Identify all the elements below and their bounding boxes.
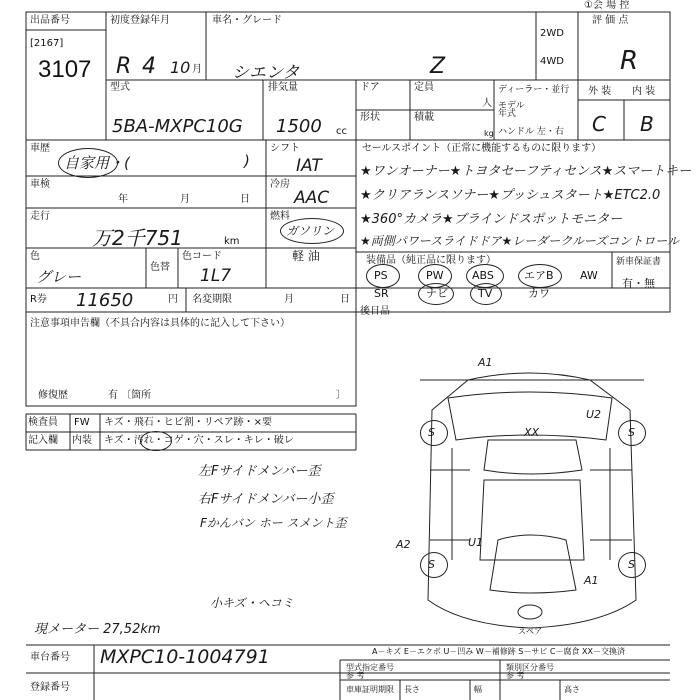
displacement-label: 排気量: [268, 82, 298, 93]
first-reg-unit: 月: [192, 64, 202, 75]
mark-u2: U2: [586, 408, 602, 421]
displacement-unit: cc: [336, 126, 347, 137]
equip-airbag: エアB: [524, 269, 554, 282]
sales-point-line: ★360°カメラ★ブラインドスポットモニター: [360, 212, 623, 227]
recycle-value: 11650: [76, 290, 134, 311]
type-cert-ref: 参 考: [346, 671, 365, 680]
chassis-label: 車台番号: [30, 652, 70, 663]
history-label: 車歴: [30, 143, 50, 154]
score-ext: C: [592, 112, 606, 136]
equip-circle-navi: [418, 283, 454, 305]
inspection-day: 日: [240, 194, 250, 205]
inspection-label: 車検: [30, 179, 50, 190]
lot-code: [2167]: [30, 38, 64, 49]
repair-label: 修復歴: [38, 390, 68, 401]
fuel-label: 燃料: [270, 211, 290, 222]
wheel-rl-icon: [420, 552, 448, 578]
history-circle-mark: [58, 148, 118, 178]
history-close: ): [244, 152, 250, 170]
chassis-value: MXPC10-1004791: [100, 646, 270, 668]
lot-number: 3107: [38, 56, 92, 83]
first-reg-era: R: [116, 54, 132, 79]
shape-label: 形状: [360, 112, 380, 123]
equip-ps: PS: [374, 269, 388, 282]
mileage-value: 万2千751: [92, 226, 183, 250]
venue-label: ①会 場 控: [584, 0, 630, 11]
category-label: 類別区分番号: [506, 663, 554, 672]
meter-note: 現メーター 27,52km: [34, 622, 161, 637]
mark-s: S: [628, 558, 635, 571]
cert-label: 車庫証明期限: [346, 685, 394, 694]
model-year-label: モデル: [498, 101, 525, 111]
model-value: 5BA-MXPC10G: [112, 116, 243, 137]
sales-point-line: ★クリアランスソナー★プッシュスタート★ETC2.0: [360, 188, 661, 203]
equip-aw: AW: [580, 269, 598, 282]
equip-circle-tv: [470, 283, 502, 305]
mark-s: S: [428, 426, 435, 439]
fw-items: キズ・飛石・ヒビ割・リペア跡・×要: [104, 417, 272, 428]
remark-line: 左Fサイドメンバー歪: [198, 464, 321, 479]
car-name-label: 車名・グレード: [212, 15, 282, 26]
equip-leather: カワ: [528, 287, 550, 300]
remark-line: 右Fサイドメンバー小歪: [198, 492, 334, 507]
score-value: R: [620, 46, 639, 76]
color-value: グレー: [36, 268, 82, 286]
capacity-label: 定員: [414, 82, 434, 93]
mark-xx: XX: [524, 426, 540, 439]
mileage-label: 走行: [30, 211, 50, 222]
mileage-unit: km: [224, 236, 240, 247]
interior-items: キズ・汚れ・コゲ・穴・スレ・キレ・破レ: [104, 435, 294, 446]
first-reg-label: 初度登録年月: [110, 15, 170, 26]
score-label: 評 価 点: [592, 15, 629, 26]
wheel-fr-icon: [618, 420, 646, 446]
displacement-value: 1500: [276, 116, 322, 137]
height-label: 高さ: [564, 685, 580, 694]
interior-label: 内装: [72, 435, 92, 446]
spare-label: スペア: [518, 627, 542, 636]
fuel-gas: ガソリン: [286, 224, 335, 238]
length-label: 長さ: [404, 685, 420, 694]
drive-4wd: 4WD: [540, 56, 564, 67]
remark-line: Fかんバン ホー スメント歪: [200, 516, 347, 530]
equip-circle-ps: [366, 264, 400, 288]
score-int-label: 内 装: [632, 86, 656, 97]
car-grade: Z: [430, 54, 446, 79]
shift-label: シフト: [270, 143, 300, 154]
equip-pw: PW: [426, 269, 444, 282]
wheel-fl-icon: [420, 420, 448, 446]
wheel-rr-icon: [618, 552, 646, 578]
ac-label: 冷房: [270, 179, 290, 190]
remark-line: 小キズ・ヘコミ: [210, 596, 294, 610]
recycle-label: R券: [30, 294, 47, 305]
sales-point-label: セールスポイント（正常に機能するものに限ります）: [362, 143, 602, 154]
mark-a1-bottom: A1: [584, 574, 599, 587]
inspection-year: 年: [118, 194, 128, 205]
handle-label: ハンドル 左・右: [498, 127, 564, 137]
car-name: シエンタ: [232, 63, 300, 83]
category-ref: 参 考: [506, 671, 525, 680]
name-change-label: 名変期限: [192, 294, 232, 305]
first-reg-month: 10: [170, 58, 191, 77]
model-label: 型式: [110, 82, 130, 93]
equip-navi: ナビ: [426, 287, 448, 300]
rear-seat-label: 後日品: [360, 306, 390, 317]
color-label: 色: [30, 251, 40, 262]
name-change-month: 月: [284, 294, 294, 305]
mark-s: S: [628, 426, 635, 439]
equip-tv: TV: [478, 287, 493, 300]
shift-value: IAT: [296, 156, 322, 176]
door-label: ドア: [360, 82, 380, 93]
mark-a2: A2: [396, 538, 411, 551]
fuel-diesel: 軽 油: [292, 249, 320, 263]
drive-2wd: 2WD: [540, 28, 564, 39]
fuel-circle-mark: [280, 218, 344, 244]
repair-value: 有 〔箇所: [108, 390, 152, 401]
legend: A－キズ E－エクボ U－凹み W－補修跡 S－サビ C－腐食 XX－交換済: [372, 647, 626, 656]
dealer-label: ディーラー・並行: [498, 85, 570, 95]
fw-label: FW: [74, 417, 90, 428]
notice-label: 注意事項申告欄（不具合内容は具体的に記入して下さい）: [30, 318, 290, 329]
type-cert-label: 型式指定番号: [346, 663, 394, 672]
score-int: B: [640, 112, 654, 136]
inspection-month: 月: [180, 194, 190, 205]
equip-circle-airbag: [518, 264, 562, 288]
new-car-warranty-label: 新車保証書: [616, 257, 662, 267]
equipment-label: 装備品（純正品に限ります）: [366, 255, 496, 266]
repair-close: 〕: [336, 390, 346, 401]
mark-u1: U1: [468, 536, 484, 549]
color-change-label: 色替: [150, 262, 170, 273]
entry-label: 記入欄: [28, 435, 58, 446]
color-code-label: 色コード: [182, 251, 222, 262]
mark-s: S: [428, 558, 435, 571]
inspector-label: 検査員: [28, 417, 58, 428]
equip-sr: SR: [374, 287, 389, 300]
equip-abs: ABS: [472, 269, 494, 282]
car-diagram: [420, 373, 644, 628]
load-label: 積載: [414, 112, 434, 123]
color-code: 1L7: [200, 266, 232, 286]
sales-point-line: ★両側パワースライドドア★レーダークルーズコントロール: [360, 234, 679, 248]
model-year-unit: 年式: [498, 109, 517, 119]
sales-point-line: ★ワンオーナー★トヨタセーフティセンス★スマートキー: [360, 164, 692, 179]
mark-a1-top: A1: [478, 356, 493, 369]
registration-label: 登録番号: [30, 682, 70, 693]
first-reg-year: 4: [142, 54, 156, 79]
ac-value: AAC: [294, 188, 330, 208]
lot-label: 出品番号: [30, 15, 70, 26]
capacity-unit: 人: [482, 98, 492, 109]
warranty-value: 有・無: [622, 277, 655, 290]
history-value: 自家用・(: [64, 154, 130, 172]
load-unit: kg: [484, 129, 494, 138]
recycle-unit: 円: [168, 294, 178, 305]
interior-circle-mark: [140, 431, 172, 451]
width-label: 幅: [474, 685, 482, 694]
name-change-day: 日: [340, 294, 350, 305]
score-ext-label: 外 装: [588, 86, 612, 97]
